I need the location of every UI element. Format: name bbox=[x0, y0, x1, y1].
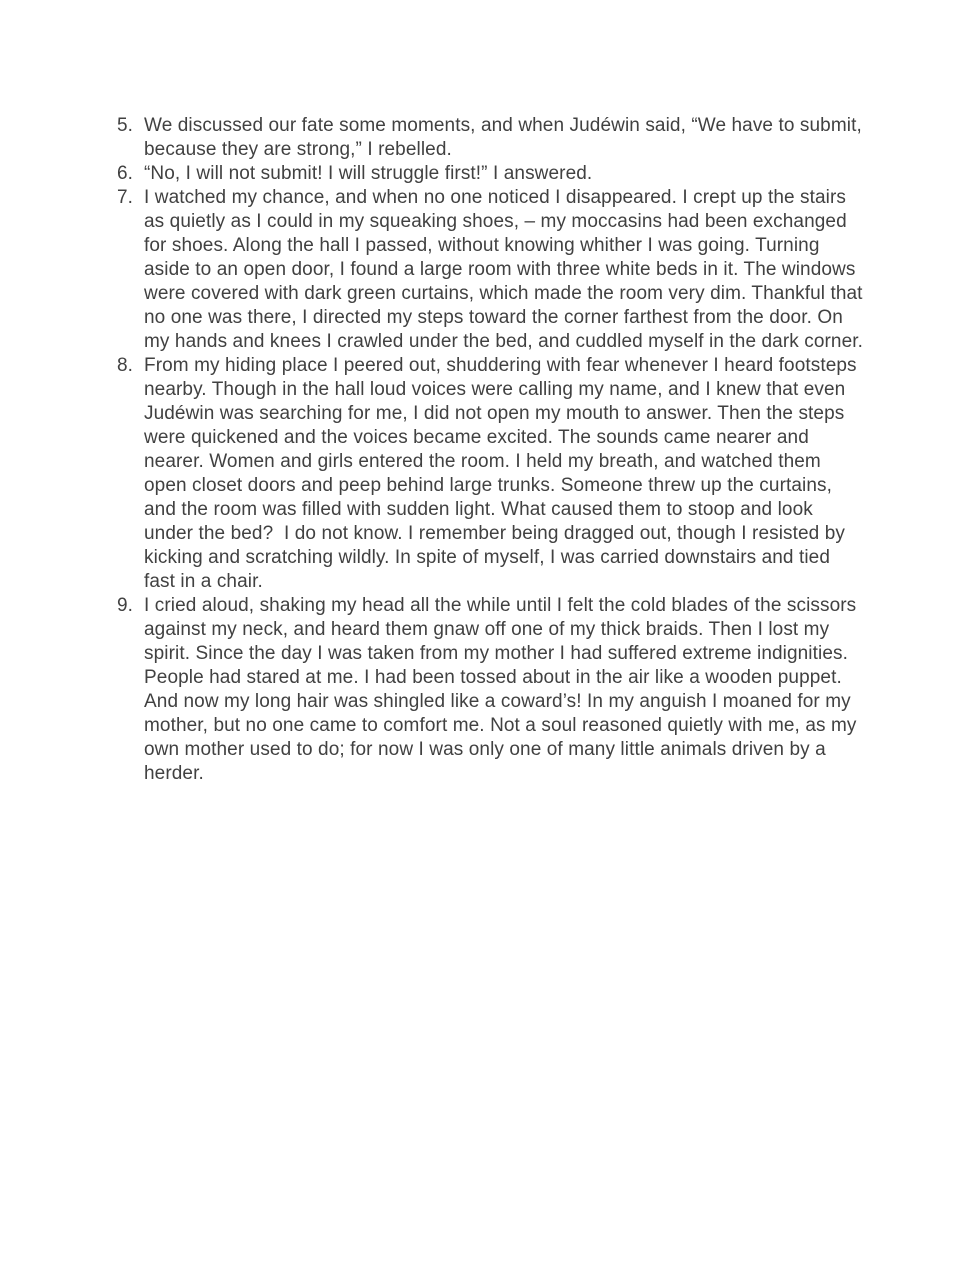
list-item-number: 9. bbox=[117, 595, 134, 616]
list-item-text: We discussed our fate some moments, and when Judéwin said, “We have to submit, because they are strong,” I rebelled. bbox=[144, 115, 868, 160]
list-item bbox=[117, 594, 863, 786]
list-item bbox=[117, 162, 863, 186]
list-item-text: I watched my chance, and when no one noticed I disappeared. I crept up the stairs as quietly as I could in my squeaking shoes, – my moccasins had been exchanged for shoes. Along the hall I passed, without knowing whither I was going. Turning aside to an open door, I found a large room with three white beds in it. The windows were covered with dark green curtains, which made the room very dim. Thankful that no one was there, I directed my steps toward the corner farthest from the door. On my hands and knees I crawled under the bed, and cuddled myself in the dark corner. bbox=[144, 187, 868, 352]
list-item-text: I cried aloud, shaking my head all the while until I felt the cold blades of the scissors against my neck, and heard them gnaw off one of my thick braids. Then I lost my spirit. Since the day I was taken from my mother I had suffered extreme indignities. People had stared at me. I had been tossed about in the air like a wooden puppet. And now my long hair was shingled like a coward’s! In my anguish I moaned for my mother, but no one came to comfort me. Not a soul reasoned quietly with me, as my own mother used to do; for now I was only one of many little animals driven by a herder. bbox=[144, 595, 862, 784]
list-item bbox=[117, 186, 868, 354]
list-item-number: 5. bbox=[117, 115, 134, 136]
list-item-text: “No, I will not submit! I will struggle first!” I answered. bbox=[144, 163, 593, 184]
list-item bbox=[117, 354, 863, 594]
numbered-list bbox=[117, 114, 868, 786]
list-item-number: 8. bbox=[117, 355, 134, 376]
list-item-text: From my hiding place I peered out, shuddering with fear whenever I heard footsteps nearby. Though in the hall loud voices were calling my name, and I knew that even Judéwin was searching for me, I did not open my mouth to answer. Then the steps were quickened and the voices became excited. The sounds came nearer and nearer. Women and girls entered the room. I held my breath, and watched them open closet doors and peep behind large trunks. Someone threw up the curtains, and the room was filled with sudden light. What caused them to stoop and look under the bed? I do not know. I remember being dragged out, though I resisted by kicking and scratching wildly. In spite of myself, I was carried downstairs and tied fast in a chair. bbox=[144, 355, 863, 592]
list-item-number: 7. bbox=[117, 187, 134, 208]
list-item bbox=[117, 114, 868, 162]
list-item-number: 6. bbox=[117, 163, 134, 184]
